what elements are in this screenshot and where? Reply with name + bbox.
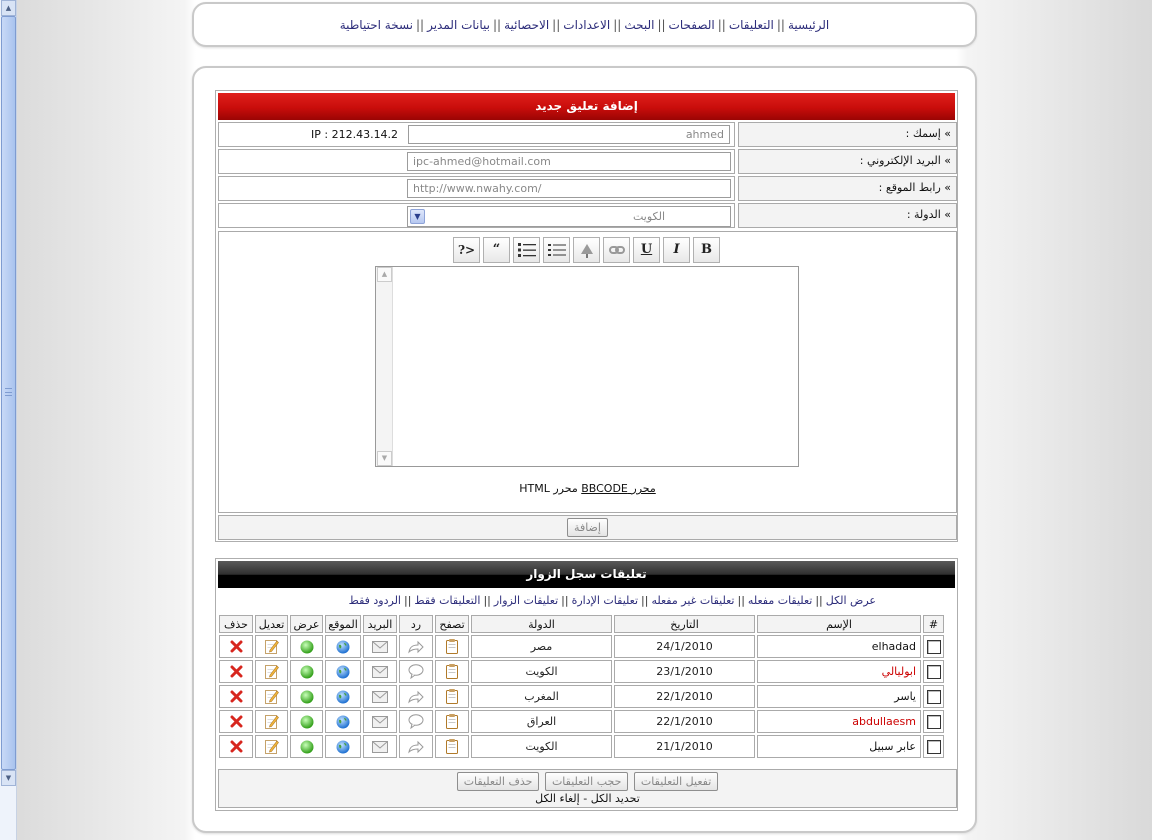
speech-bubble-icon: [408, 714, 424, 729]
underline-button[interactable]: U: [633, 237, 660, 263]
clipboard-icon: [446, 739, 458, 754]
row-checkbox-cell: [923, 685, 944, 708]
view-comment-button[interactable]: [435, 710, 469, 733]
green-status-dot-icon: [300, 690, 314, 704]
envelope-icon: [372, 641, 388, 653]
header-edit: تعديل: [255, 615, 288, 633]
row-checkbox[interactable]: [927, 640, 941, 654]
envelope-icon: [372, 741, 388, 753]
bulk-actions: تفعيل التعليقات حجب التعليقات حذف التعليقات تحديد الكل - إلغاء الكل: [218, 769, 957, 808]
reply-comment-button[interactable]: [399, 685, 433, 708]
textarea-scrollbar[interactable]: [376, 267, 393, 466]
delete-comments-button[interactable]: حذف التعليقات: [457, 772, 540, 791]
forward-arrow-icon: [408, 690, 424, 704]
select-all-link[interactable]: تحديد الكل: [590, 792, 640, 805]
filter-show-all[interactable]: عرض الكل: [825, 594, 876, 607]
pencil-edit-icon: [265, 714, 279, 729]
row-checkbox[interactable]: [927, 715, 941, 729]
globe-icon: [336, 715, 350, 729]
green-status-dot-icon: [300, 665, 314, 679]
country-row: [218, 203, 957, 228]
filter-comments-only[interactable]: التعليقات فقط: [414, 594, 481, 607]
chain-link-icon: [609, 243, 625, 257]
top-navigation: الرئيسية||التعليقات||الصفحات||البحث||الاعدادات||الاحصائية||بيانات المدير||نسخة احتياطية: [192, 2, 977, 47]
clipboard-icon: [446, 664, 458, 679]
globe-icon: [336, 690, 350, 704]
row-checkbox[interactable]: [927, 690, 941, 704]
comment-date: 22/1/2010: [614, 685, 755, 708]
row-checkbox[interactable]: [927, 665, 941, 679]
deselect-all-link[interactable]: إلغاء الكل: [535, 792, 580, 805]
bbcode-editor-link[interactable]: محرر BBCODE: [581, 482, 656, 495]
reply-comment-button[interactable]: [399, 735, 433, 758]
author-website-button[interactable]: [325, 735, 361, 758]
view-comment-button[interactable]: [435, 660, 469, 683]
clipboard-icon: [446, 689, 458, 704]
scroll-down-arrow-icon[interactable]: ▼: [1, 770, 16, 786]
name-row: [218, 122, 957, 147]
table-row: [219, 685, 944, 708]
ip-address: IP : 212.43.14.2: [311, 128, 399, 141]
comments-list-title: تعليقات سجل الزوار: [218, 561, 955, 588]
toggle-visibility-button[interactable]: [290, 660, 323, 683]
reply-comment-button[interactable]: [399, 710, 433, 733]
header-reply: رد: [399, 615, 433, 633]
comment-textarea[interactable]: [375, 266, 799, 467]
envelope-icon: [372, 691, 388, 703]
block-comments-button[interactable]: حجب التعليقات: [545, 772, 628, 791]
name-input[interactable]: ahmed: [408, 125, 730, 144]
site-row: [218, 176, 957, 201]
red-x-delete-icon: [230, 665, 243, 678]
comment-country: العراق: [471, 710, 612, 733]
table-header-row: [219, 615, 944, 633]
email-author-button[interactable]: [363, 710, 397, 733]
email-author-button[interactable]: [363, 660, 397, 683]
delete-comment-button[interactable]: [219, 735, 253, 758]
author-website-button[interactable]: [325, 710, 361, 733]
header-country: الدولة: [471, 615, 612, 633]
comments-list: [215, 558, 958, 811]
reply-comment-button[interactable]: [399, 660, 433, 683]
green-status-dot-icon: [300, 740, 314, 754]
email-label: » البريد الإلكتروني :: [738, 149, 957, 174]
filter-active[interactable]: تعليقات مفعله: [747, 594, 813, 607]
header-site: الموقع: [325, 615, 361, 633]
red-x-delete-icon: [230, 640, 243, 653]
email-author-button[interactable]: [363, 685, 397, 708]
pencil-edit-icon: [265, 739, 279, 754]
chevron-down-icon[interactable]: ▼: [410, 209, 425, 224]
row-checkbox-cell: [923, 710, 944, 733]
table-row: [219, 660, 944, 683]
author-website-button[interactable]: [325, 635, 361, 658]
comment-date: 23/1/2010: [614, 660, 755, 683]
row-checkbox-cell: [923, 735, 944, 758]
view-comment-button[interactable]: [435, 635, 469, 658]
comment-author-name: elhadad: [757, 635, 921, 658]
submit-row: [218, 515, 957, 540]
comment-author-name: عابر سبيل: [757, 735, 921, 758]
site-label: » رابط الموقع :: [738, 176, 957, 201]
bold-button[interactable]: B: [693, 237, 720, 263]
bbcode-editor: [218, 231, 957, 513]
comment-date: 22/1/2010: [614, 710, 755, 733]
site-input[interactable]: http://www.nwahy.com/: [407, 179, 731, 198]
edit-comment-button[interactable]: [255, 635, 288, 658]
add-comment-form: [215, 90, 958, 542]
red-x-delete-icon: [230, 740, 243, 753]
header-show: عرض: [290, 615, 323, 633]
nav-backup[interactable]: نسخة احتياطية: [339, 18, 413, 32]
nav-comments[interactable]: التعليقات: [728, 18, 774, 32]
globe-icon: [336, 665, 350, 679]
green-status-dot-icon: [300, 715, 314, 729]
header-num: #: [923, 615, 944, 633]
clipboard-icon: [446, 639, 458, 654]
header-name: الإسم: [757, 615, 921, 633]
name-label: » إسمك :: [738, 122, 957, 147]
comments-table: [217, 613, 946, 760]
header-mail: البريد: [363, 615, 397, 633]
add-comment-title: إضافة تعليق جديد: [218, 93, 955, 120]
header-delete: حذف: [219, 615, 253, 633]
view-comment-button[interactable]: [435, 685, 469, 708]
email-author-button[interactable]: [363, 735, 397, 758]
forward-arrow-icon: [408, 740, 424, 754]
delete-comment-button[interactable]: [219, 660, 253, 683]
add-comment-button[interactable]: إضافة: [567, 518, 608, 537]
email-row: [218, 149, 957, 174]
globe-icon: [336, 740, 350, 754]
toggle-visibility-button[interactable]: [290, 735, 323, 758]
email-author-button[interactable]: [363, 635, 397, 658]
code-button[interactable]: ?>: [453, 237, 480, 263]
envelope-icon: [372, 716, 388, 728]
table-row: [219, 735, 944, 758]
numbered-list-button[interactable]: [543, 237, 570, 263]
bullet-list-button[interactable]: [513, 237, 540, 263]
toggle-visibility-button[interactable]: [290, 710, 323, 733]
envelope-icon: [372, 666, 388, 678]
pencil-edit-icon: [265, 664, 279, 679]
red-x-delete-icon: [230, 715, 243, 728]
comment-country: الكويت: [471, 660, 612, 683]
nav-pages[interactable]: الصفحات: [668, 18, 715, 32]
comment-filters: عرض الكل||تعليقات مفعله||تعليقات غير مفعله||تعليقات الإدارة||تعليقات الزوار||التعليقات فقط||الردود فقط: [348, 594, 876, 607]
country-label: » الدولة :: [738, 203, 957, 228]
green-status-dot-icon: [300, 640, 314, 654]
scroll-up-arrow-icon[interactable]: ▲: [1, 0, 16, 16]
author-website-button[interactable]: [325, 660, 361, 683]
link-button[interactable]: [603, 237, 630, 263]
nav-search[interactable]: البحث: [624, 18, 655, 32]
globe-icon: [336, 640, 350, 654]
edit-comment-button[interactable]: [255, 685, 288, 708]
comment-date: 24/1/2010: [614, 635, 755, 658]
view-comment-button[interactable]: [435, 735, 469, 758]
filter-visitors[interactable]: تعليقات الزوار: [493, 594, 559, 607]
header-view: تصفح: [435, 615, 469, 633]
comment-author-name: abdullaesm: [757, 710, 921, 733]
comment-country: الكويت: [471, 735, 612, 758]
author-website-button[interactable]: [325, 685, 361, 708]
country-select[interactable]: [407, 206, 731, 227]
italic-button[interactable]: I: [663, 237, 690, 263]
image-button[interactable]: [573, 237, 600, 263]
table-row: [219, 635, 944, 658]
quote-button[interactable]: “: [483, 237, 510, 263]
filter-replies-only[interactable]: الردود فقط: [348, 594, 401, 607]
comment-author-name: ابوليالي: [757, 660, 921, 683]
email-input[interactable]: ipc-ahmed@hotmail.com: [407, 152, 731, 171]
scroll-up-arrow-icon[interactable]: ▲: [377, 267, 392, 282]
scroll-down-arrow-icon[interactable]: ▼: [377, 451, 392, 466]
speech-bubble-icon: [408, 664, 424, 679]
forward-arrow-icon: [408, 640, 424, 654]
comment-country: المغرب: [471, 685, 612, 708]
delete-comment-button[interactable]: [219, 685, 253, 708]
toggle-visibility-button[interactable]: [290, 685, 323, 708]
scrollbar-grip-icon: [5, 388, 12, 396]
pencil-edit-icon: [265, 689, 279, 704]
table-row: [219, 710, 944, 733]
row-checkbox-cell: [923, 660, 944, 683]
edit-comment-button[interactable]: [255, 710, 288, 733]
comment-country: مصر: [471, 635, 612, 658]
red-x-delete-icon: [230, 690, 243, 703]
nav-home[interactable]: الرئيسية: [787, 18, 830, 32]
clipboard-icon: [446, 714, 458, 729]
tree-icon: [579, 243, 595, 259]
comment-date: 21/1/2010: [614, 735, 755, 758]
filter-inactive[interactable]: تعليقات غير مفعله: [651, 594, 735, 607]
nav-statistics[interactable]: الاحصائية: [504, 18, 550, 32]
header-date: التاريخ: [614, 615, 755, 633]
delete-comment-button[interactable]: [219, 710, 253, 733]
activate-comments-button[interactable]: تفعيل التعليقات: [634, 772, 718, 791]
delete-comment-button[interactable]: [219, 635, 253, 658]
filter-admin[interactable]: تعليقات الإدارة: [571, 594, 639, 607]
edit-comment-button[interactable]: [255, 735, 288, 758]
reply-comment-button[interactable]: [399, 635, 433, 658]
editor-mode-links: [219, 482, 956, 495]
toggle-visibility-button[interactable]: [290, 635, 323, 658]
pencil-edit-icon: [265, 639, 279, 654]
main-panel: [192, 66, 977, 833]
numbered-list-icon: [548, 243, 566, 257]
page-vertical-scrollbar[interactable]: [0, 0, 17, 840]
bullet-list-icon: [518, 243, 536, 257]
edit-comment-button[interactable]: [255, 660, 288, 683]
comment-author-name: ياسر: [757, 685, 921, 708]
nav-admin-info[interactable]: بيانات المدير: [427, 18, 491, 32]
row-checkbox[interactable]: [927, 740, 941, 754]
nav-settings[interactable]: الاعدادات: [563, 18, 611, 32]
html-editor-label[interactable]: محرر HTML: [519, 482, 578, 495]
country-selected-value: الكويت: [632, 210, 665, 223]
row-checkbox-cell: [923, 635, 944, 658]
